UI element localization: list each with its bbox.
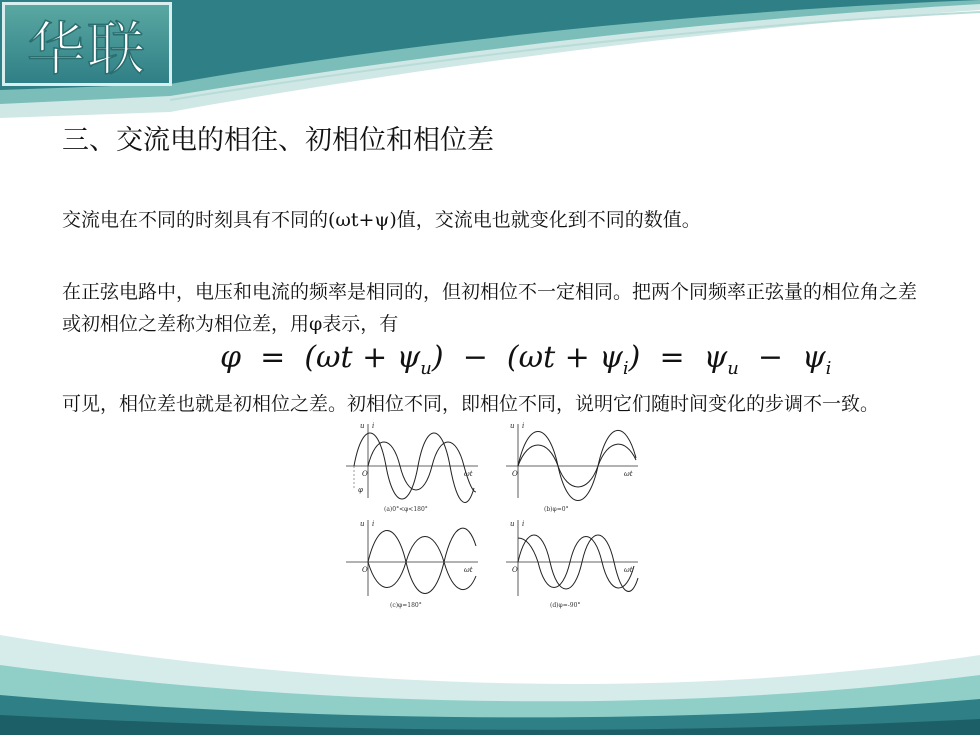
formula-equals-2: = <box>649 340 695 375</box>
logo-text: 华联 <box>26 15 147 83</box>
waveform-a-svg <box>338 418 488 516</box>
formula-equals-1: = <box>250 340 295 375</box>
voltage-wave <box>354 433 474 502</box>
formula-rhs1-sub: u <box>727 358 739 379</box>
current-wave <box>518 444 636 487</box>
formula-rhs1: ψ <box>703 340 728 375</box>
label-u: u <box>360 520 365 528</box>
waveform-panel-d <box>498 516 648 614</box>
waveform-c-svg <box>338 516 488 614</box>
label-origin: O <box>362 566 368 574</box>
formula-paren-1: ) <box>431 340 444 375</box>
label-wt: ωt <box>464 470 473 478</box>
label-u: u <box>510 520 515 528</box>
paragraph-conclusion: 可见，相位差也就是初相位之差。初相位不同，即相位不同，说明它们随时间变化的步调不一致。 <box>62 393 880 415</box>
caption-d: (d)φ=-90° <box>550 602 581 609</box>
waveform-panel-b <box>498 418 648 516</box>
bottom-decoration <box>0 595 980 735</box>
caption-c: (c)φ=180° <box>390 602 422 609</box>
caption-a: (a)0°<φ<180° <box>384 506 428 513</box>
caption-b: (b)φ=0° <box>544 506 569 513</box>
label-origin: O <box>512 470 518 478</box>
current-wave <box>368 537 476 590</box>
label-origin: O <box>362 470 368 478</box>
label-wt: ωt <box>464 566 473 574</box>
formula-term1: (ωt + ψ <box>304 340 421 375</box>
logo <box>2 2 172 86</box>
label-i: i <box>522 520 525 528</box>
formula-rhs2-sub: i <box>825 358 832 379</box>
formula-lhs: φ <box>220 340 242 375</box>
waveform-panel-a <box>338 418 488 516</box>
formula-term1-sub: u <box>420 358 432 379</box>
waveform-b-svg <box>498 418 648 516</box>
label-origin: O <box>512 566 518 574</box>
label-wt: ωt <box>624 566 633 574</box>
formula-minus-1: − <box>453 340 498 375</box>
formula-paren-2: ) <box>628 340 641 375</box>
label-i: i <box>372 520 375 528</box>
waveform-d-svg <box>498 516 648 614</box>
label-i: i <box>372 422 375 430</box>
label-i: i <box>522 422 525 430</box>
paragraph-phase-difference: 在正弦电路中，电压和电流的频率是相同的，但初相位不一定相同。把两个同频率正弦量的相位角之差或初相位之差称为相位差，用φ表示，有 <box>62 281 918 335</box>
phase-difference-formula <box>220 340 831 379</box>
label-wt: ωt <box>624 470 633 478</box>
waveform-panel-c <box>338 516 488 614</box>
formula-rhs2: ψ <box>802 340 826 375</box>
label-u: u <box>360 422 365 430</box>
voltage-wave <box>518 430 636 500</box>
formula-term2: (ωt + ψ <box>506 340 623 375</box>
paragraph-phase-values: 交流电在不同的时刻具有不同的(ωt+ψ)值，交流电也就变化到不同的数值。 <box>62 209 701 231</box>
voltage-wave <box>368 528 476 593</box>
formula-term2-sub: i <box>622 358 629 379</box>
voltage-wave <box>518 535 638 591</box>
label-u: u <box>510 422 515 430</box>
formula-minus-2: − <box>748 340 793 375</box>
slide-title: 三、交流电的相往、初相位和相位差 <box>62 125 494 156</box>
label-phi: φ <box>358 486 363 494</box>
